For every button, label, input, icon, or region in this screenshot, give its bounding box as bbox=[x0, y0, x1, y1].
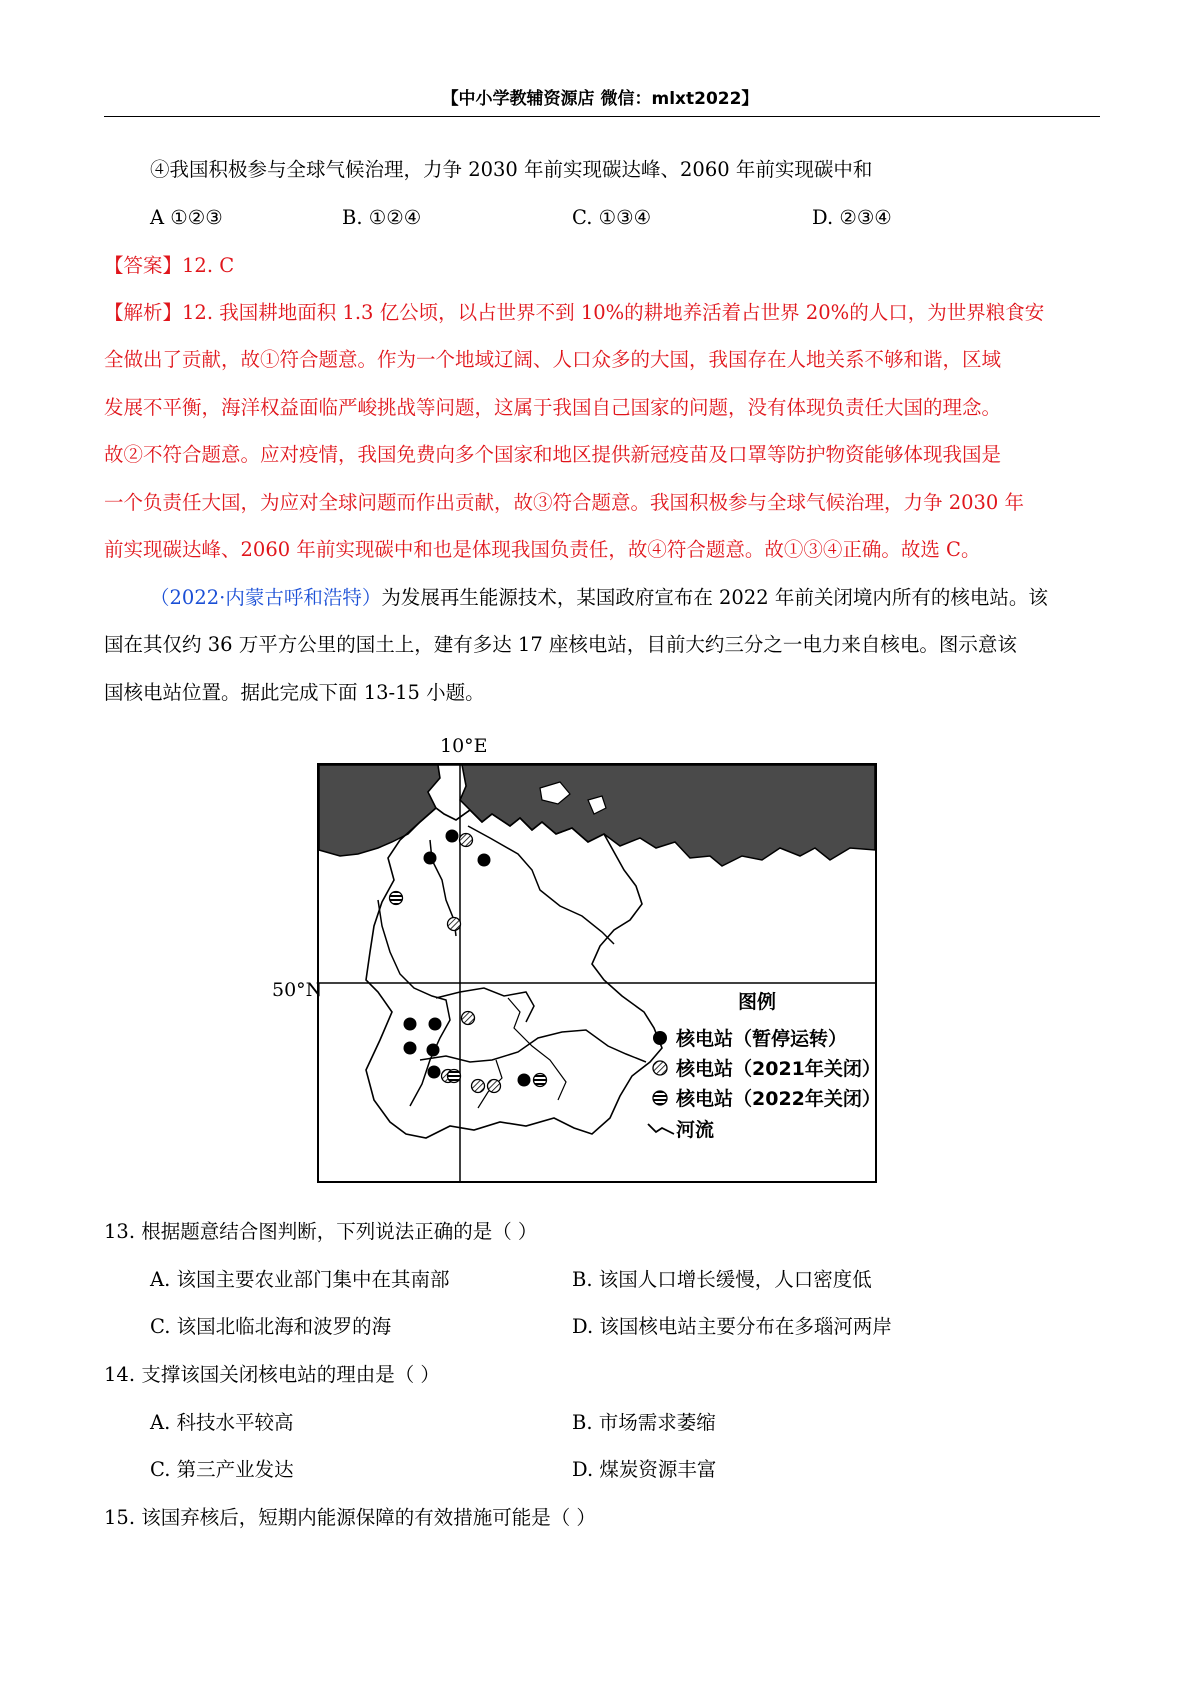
plant-suspended bbox=[404, 1018, 417, 1031]
analysis-line: 全做出了贡献，故①符合题意。作为一个地域辽阔、人口众多的大国，我国存在人地关系不够和谐，区域 bbox=[104, 348, 1002, 371]
plant-2022 bbox=[534, 1074, 547, 1087]
q13-option-c: C. 该国北临北海和波罗的海 bbox=[150, 1315, 392, 1338]
analysis-line: 发展不平衡，海洋权益面临严峻挑战等问题，这属于我国自己国家的问题，没有体现负责任大国的理念。 bbox=[104, 396, 1002, 419]
q13-option-b: B. 该国人口增长缓慢，人口密度低 bbox=[572, 1268, 872, 1291]
stem-line-2: 国在其仅约 36 万平方公里的国土上，建有多达 17 座核电站，目前大约三分之一电力来自核电。图示意该 bbox=[104, 633, 1017, 656]
stem-source: （2022·内蒙古呼和浩特） bbox=[150, 586, 382, 609]
q12-option-b: B. ①②④ bbox=[342, 206, 422, 229]
analysis-line bbox=[104, 299, 1044, 326]
q12-statement-4: ④我国积极参与全球气候治理，力争 2030 年前实现碳达峰、2060 年前实现碳中和 bbox=[150, 158, 873, 181]
lon-label: 10°E bbox=[440, 735, 488, 757]
plant-2021 bbox=[448, 918, 461, 931]
legend-label-2022: 核电站（2022年关闭） bbox=[676, 1088, 881, 1110]
legend-symbol-2022 bbox=[653, 1091, 667, 1105]
analysis-line: 故②不符合题意。应对疫情，我国免费向多个国家和地区提供新冠疫苗及口罩等防护物资能够体现我国是 bbox=[104, 443, 1002, 466]
q13-stem: 13. 根据题意结合图判断，下列说法正确的是（ ） bbox=[104, 1220, 538, 1243]
q14-option-a: A. 科技水平较高 bbox=[150, 1411, 294, 1434]
legend-label-suspended: 核电站（暂停运转） bbox=[676, 1028, 848, 1050]
header-divider bbox=[104, 116, 1100, 117]
analysis-label: 【解析】 bbox=[104, 301, 183, 324]
legend-symbol-suspended bbox=[653, 1031, 667, 1045]
legend-symbol-2021 bbox=[653, 1061, 667, 1075]
plant-2022 bbox=[448, 1070, 461, 1083]
stem-text: 为发展再生能源技术，某国政府宣布在 2022 年前关闭境内所有的核电站。该 bbox=[381, 586, 1048, 609]
q12-option-c: C. ①③④ bbox=[572, 206, 652, 229]
analysis-line-text: 12. 我国耕地面积 1.3 亿公顷，以占世界不到 10%的耕地养活着占世界 20%的人口，为世界粮食安 bbox=[182, 301, 1045, 324]
plant-suspended bbox=[428, 1066, 441, 1079]
plant-suspended bbox=[404, 1042, 417, 1055]
q14-stem: 14. 支撑该国关闭核电站的理由是（ ） bbox=[104, 1363, 440, 1386]
nuclear-plant-map bbox=[270, 730, 990, 1200]
legend-label-2021: 核电站（2021年关闭） bbox=[676, 1058, 881, 1080]
plant-2021 bbox=[462, 1012, 475, 1025]
q14-option-b: B. 市场需求萎缩 bbox=[572, 1411, 716, 1434]
plant-suspended bbox=[429, 1018, 442, 1031]
stem-line-1 bbox=[150, 584, 1048, 611]
analysis-line: 一个负责任大国，为应对全球问题而作出贡献，故③符合题意。我国积极参与全球气候治理，力争 2030 年 bbox=[104, 491, 1025, 514]
q14-option-c: C. 第三产业发达 bbox=[150, 1458, 294, 1481]
lat-label: 50°N bbox=[272, 979, 323, 1001]
stem-line-3: 国核电站位置。据此完成下面 13-15 小题。 bbox=[104, 681, 485, 704]
plant-2022 bbox=[390, 892, 403, 905]
q15-stem: 15. 该国弃核后，短期内能源保障的有效措施可能是（ ） bbox=[104, 1506, 596, 1529]
answer-text: 12. C bbox=[182, 254, 235, 277]
page-header: 【中小学教辅资源店 微信：mlxt2022】 bbox=[441, 89, 759, 109]
legend-label-river: 河流 bbox=[676, 1119, 715, 1141]
plant-2021 bbox=[460, 834, 473, 847]
legend-title: 图例 bbox=[738, 991, 777, 1013]
plant-suspended bbox=[446, 830, 459, 843]
plant-2021 bbox=[488, 1080, 501, 1093]
q13-option-d: D. 该国核电站主要分布在多瑙河两岸 bbox=[572, 1315, 892, 1338]
q14-option-d: D. 煤炭资源丰富 bbox=[572, 1458, 717, 1481]
analysis-line: 前实现碳达峰、2060 年前实现碳中和也是体现我国负责任，故④符合题意。故①③④正确。故选 C。 bbox=[104, 538, 981, 561]
plant-suspended bbox=[424, 852, 437, 865]
q13-option-a: A. 该国主要农业部门集中在其南部 bbox=[150, 1268, 450, 1291]
answer-label: 【答案】 bbox=[104, 254, 183, 277]
plant-suspended bbox=[518, 1074, 531, 1087]
plant-suspended bbox=[478, 854, 491, 867]
q12-option-a: A ①②③ bbox=[150, 206, 223, 229]
plant-suspended bbox=[427, 1044, 440, 1057]
answer-line bbox=[104, 252, 234, 279]
q12-option-d: D. ②③④ bbox=[812, 206, 892, 229]
plant-2021 bbox=[472, 1080, 485, 1093]
